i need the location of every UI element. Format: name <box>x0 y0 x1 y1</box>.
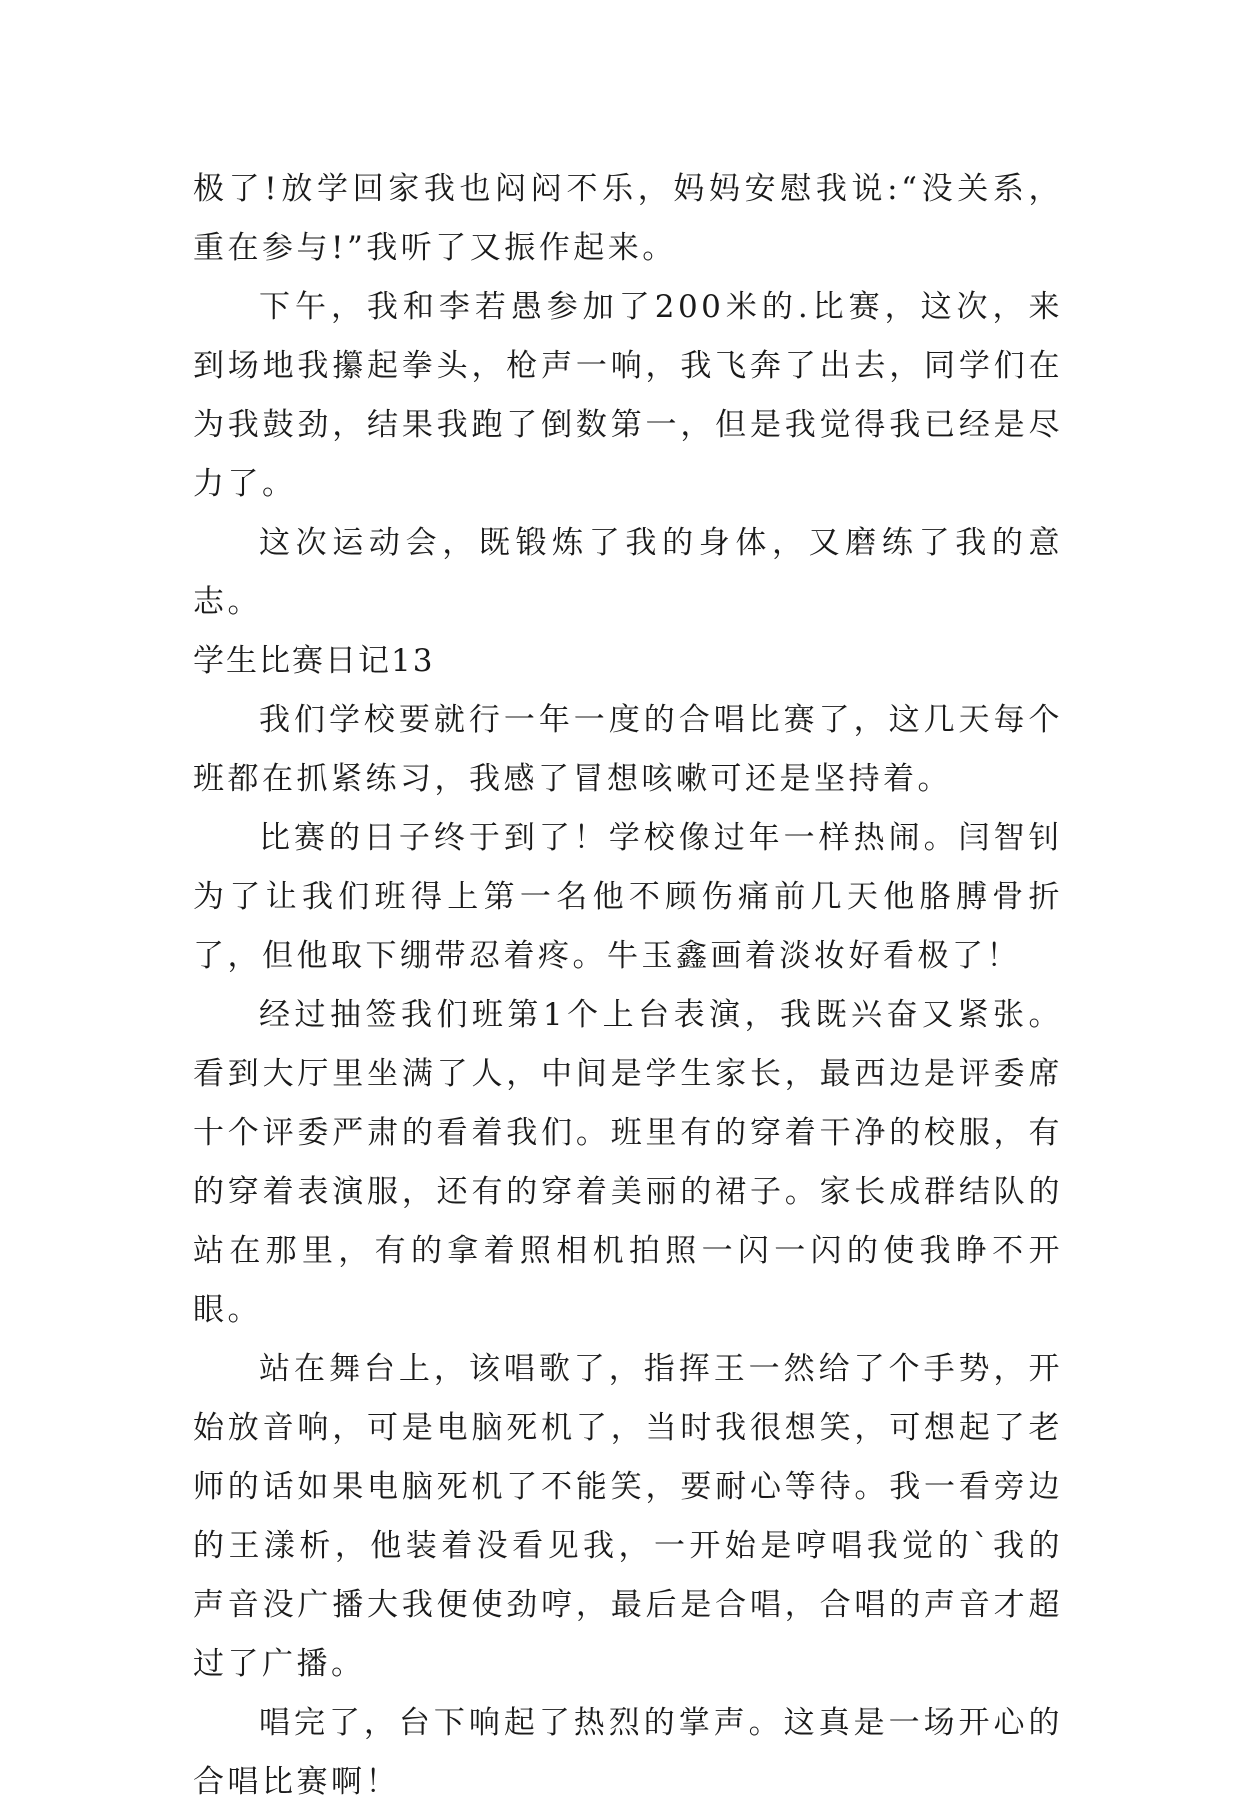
section-heading: 学生比赛日记13 <box>193 643 435 679</box>
paragraph: 我们学校要就行一年一度的合唱比赛了，这几天每个班都在抓紧练习，我感了冒想咳嗽可还是坚持着。 <box>193 702 1063 797</box>
paragraph: 比赛的日子终于到了！学校像过年一样热闹。闫智钊为了让我们班得上第一名他不顾伤痛前几天他胳膊骨折了，但他取下绷带忍着疼。牛玉鑫画着淡妆好看极了！ <box>193 820 1063 974</box>
paragraph: 这次运动会，既锻炼了我的身体，又磨练了我的意志。 <box>193 525 1063 620</box>
paragraph: 站在舞台上，该唱歌了，指挥王一然给了个手势，开始放音响，可是电脑死机了，当时我很想笑，可想起了老师的话如果电脑死机了不能笑，要耐心等待。我一看旁边的王漾析，他装着没看见我，一开始是哼唱我觉的`我的声音没广播大我便使劲哼，最后是合唱，合唱的声音才超过了广播。 <box>193 1351 1063 1682</box>
paragraph: 经过抽签我们班第1个上台表演，我既兴奋又紧张。看到大厅里坐满了人，中间是学生家长，最西边是评委席十个评委严肃的看着我们。班里有的穿着干净的校服，有的穿着表演服，还有的穿着美丽的裙子。家长成群结队的站在那里，有的拿着照相机拍照一闪一闪的使我睁不开眼。 <box>193 997 1063 1328</box>
paragraph: 唱完了，台下响起了热烈的掌声。这真是一场开心的合唱比赛啊！ <box>193 1705 1063 1800</box>
paragraph: 极了!放学回家我也闷闷不乐，妈妈安慰我说:“没关系，重在参与!”我听了又振作起来。 <box>193 171 1063 266</box>
document-body <box>193 160 1063 1812</box>
paragraph: 下午，我和李若愚参加了200米的.比赛，这次，来到场地我攥起拳头，枪声一响，我飞奔了出去，同学们在为我鼓劲，结果我跑了倒数第一，但是我觉得我已经是尽力了。 <box>193 289 1063 502</box>
